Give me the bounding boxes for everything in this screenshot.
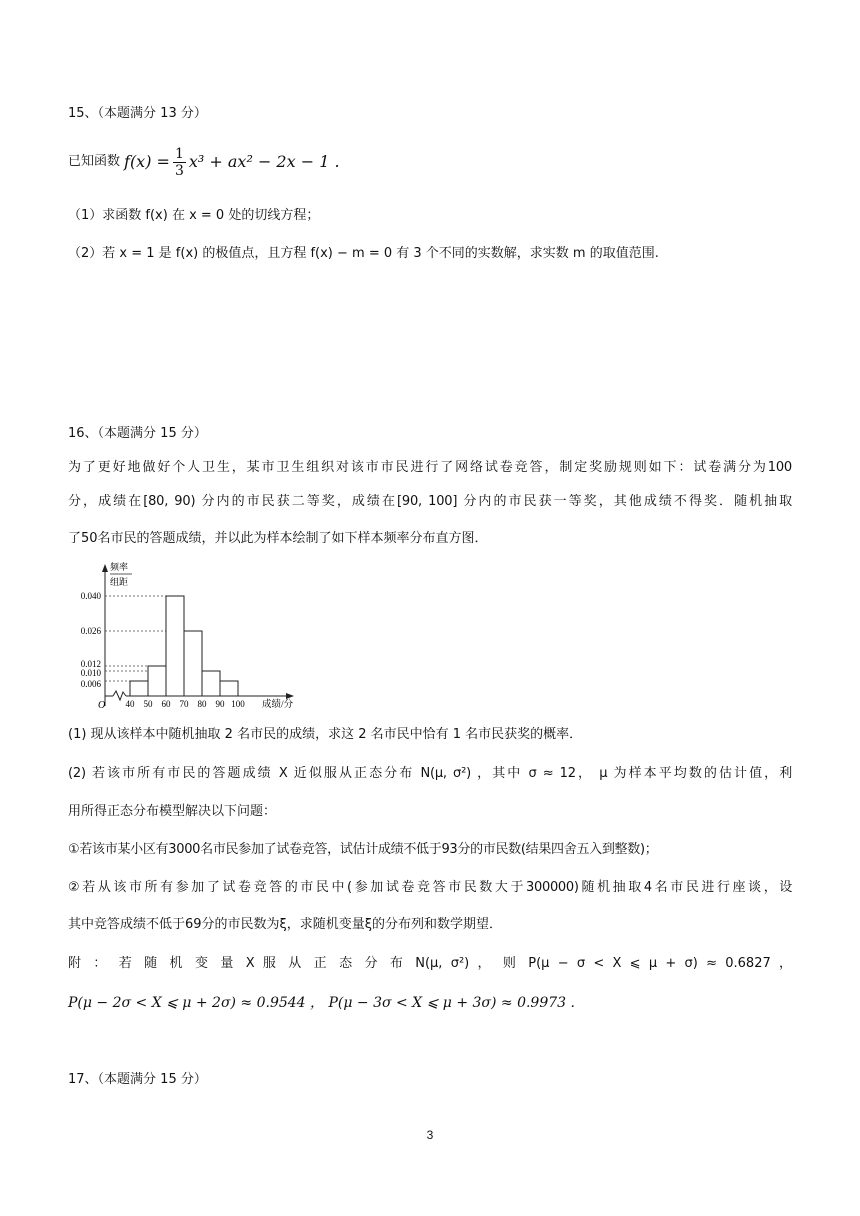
- y-tick-label: 0.010: [80, 668, 101, 678]
- x-tick-label: 50: [143, 699, 153, 709]
- q16-para-line1: 为了更好地做好个人卫生，某市卫生组织对该市市民进行了网络试卷竞答，制定奖励规则如下：试卷满分为100: [68, 460, 792, 475]
- q16-para-line3: 了50名市民的答题成绩，并以此为样本绘制了如下样本频率分布直方图．: [68, 531, 488, 546]
- y-tick-label: 0.012: [80, 659, 101, 669]
- q16-note-line1: 附 ： 若 随 机 变 量 X 服 从 正 态 分 布 N(μ, σ²) ， 则 P(μ − σ < X ⩽ μ + σ) ≈ 0.6827 ，: [68, 956, 792, 971]
- q16-part2-line2: 用所得正态分布模型解决以下问题：: [68, 804, 277, 819]
- ylabel-bottom: 组距: [110, 577, 129, 587]
- q16-part2-line1: (2) 若该市所有市民的答题成绩 X 近似服从正态分布 N(μ, σ²) ，其中 σ ≈ 12， μ 为样本平均数的估计值，利: [68, 766, 792, 781]
- q15-fraction: [173, 146, 186, 179]
- x-axis-arrow: [286, 693, 294, 699]
- x-tick-label: 40: [125, 699, 135, 709]
- y-tick-label: 0.040: [80, 591, 101, 601]
- q15-part2: （2）若 x = 1 是 f(x) 的极值点，且方程 f(x) − m = 0 有 3 个不同的实数解，求实数 m 的取值范围.: [68, 246, 659, 261]
- q15-frac-num: 1: [174, 145, 184, 162]
- q16-header: 16、（本题满分 15 分）: [68, 426, 207, 441]
- histogram-bar: [220, 681, 238, 696]
- x-axis-break: [113, 691, 126, 700]
- histogram-bar: [166, 596, 184, 696]
- page-number: 3: [426, 1128, 434, 1142]
- y-tick-label: 0.006: [80, 679, 101, 689]
- x-tick-label: 90: [215, 699, 225, 709]
- q17-header: 17、（本题满分 15 分）: [68, 1072, 207, 1087]
- histogram-bar: [130, 681, 148, 696]
- q15-function-lhs: f(x) =: [124, 152, 170, 171]
- y-axis-arrow: [102, 564, 108, 572]
- x-axis-label: 成绩/分: [262, 700, 294, 710]
- q16-note-line2: P(μ − 2σ < X ⩽ μ + 2σ) ≈ 0.9544 ， P(μ − 3σ < X ⩽ μ + 3σ) ≈ 0.9973 .: [68, 995, 575, 1011]
- q15-part1: （1）求函数 f(x) 在 x = 0 处的切线方程；: [68, 208, 320, 223]
- q16-sub2-line2: 其中竞答成绩不低于69分的市民数为ξ，求随机变量ξ的分布列和数学期望．: [68, 917, 503, 932]
- ylabel-top: 频率: [110, 562, 129, 572]
- origin-label: O: [98, 700, 106, 711]
- q16-sub1: ①若该市某小区有3000名市民参加了试卷竞答，试估计成绩不低于93分的市民数(结果四舍五入到整数)；: [68, 842, 658, 857]
- x-tick-label: 100: [231, 699, 245, 709]
- q15-frac-den: 3: [174, 162, 184, 179]
- x-tick-label: 80: [197, 699, 207, 709]
- histogram-bar: [202, 671, 220, 696]
- x-tick-label: 60: [161, 699, 171, 709]
- y-tick-label: 0.026: [80, 626, 101, 636]
- q16-part1: (1) 现从该样本中随机抽取 2 名市民的成绩，求这 2 名市民中恰有 1 名市民获奖的概率．: [68, 727, 583, 742]
- q15-header: 15、（本题满分 13 分）: [68, 106, 207, 121]
- q16-sub2-line1: ②若从该市所有参加了试卷竞答的市民中(参加试卷竞答市民数大于300000)随机抽取4名市民进行座谈，设: [68, 880, 792, 895]
- frequency-histogram: [68, 560, 308, 716]
- histogram-bar: [148, 666, 166, 696]
- histogram-bar: [184, 631, 202, 696]
- q15-stem-prefix: 已知函数: [68, 154, 121, 169]
- q16-para-line2: 分，成绩在[80, 90) 分内的市民获二等奖，成绩在[90, 100] 分内的市民获一等奖，其他成绩不得奖．随机抽取: [68, 494, 792, 509]
- q15-stem: [68, 140, 340, 184]
- x-tick-label: 70: [179, 699, 189, 709]
- q15-function-rhs: x³ + ax² − 2x − 1 .: [188, 152, 340, 171]
